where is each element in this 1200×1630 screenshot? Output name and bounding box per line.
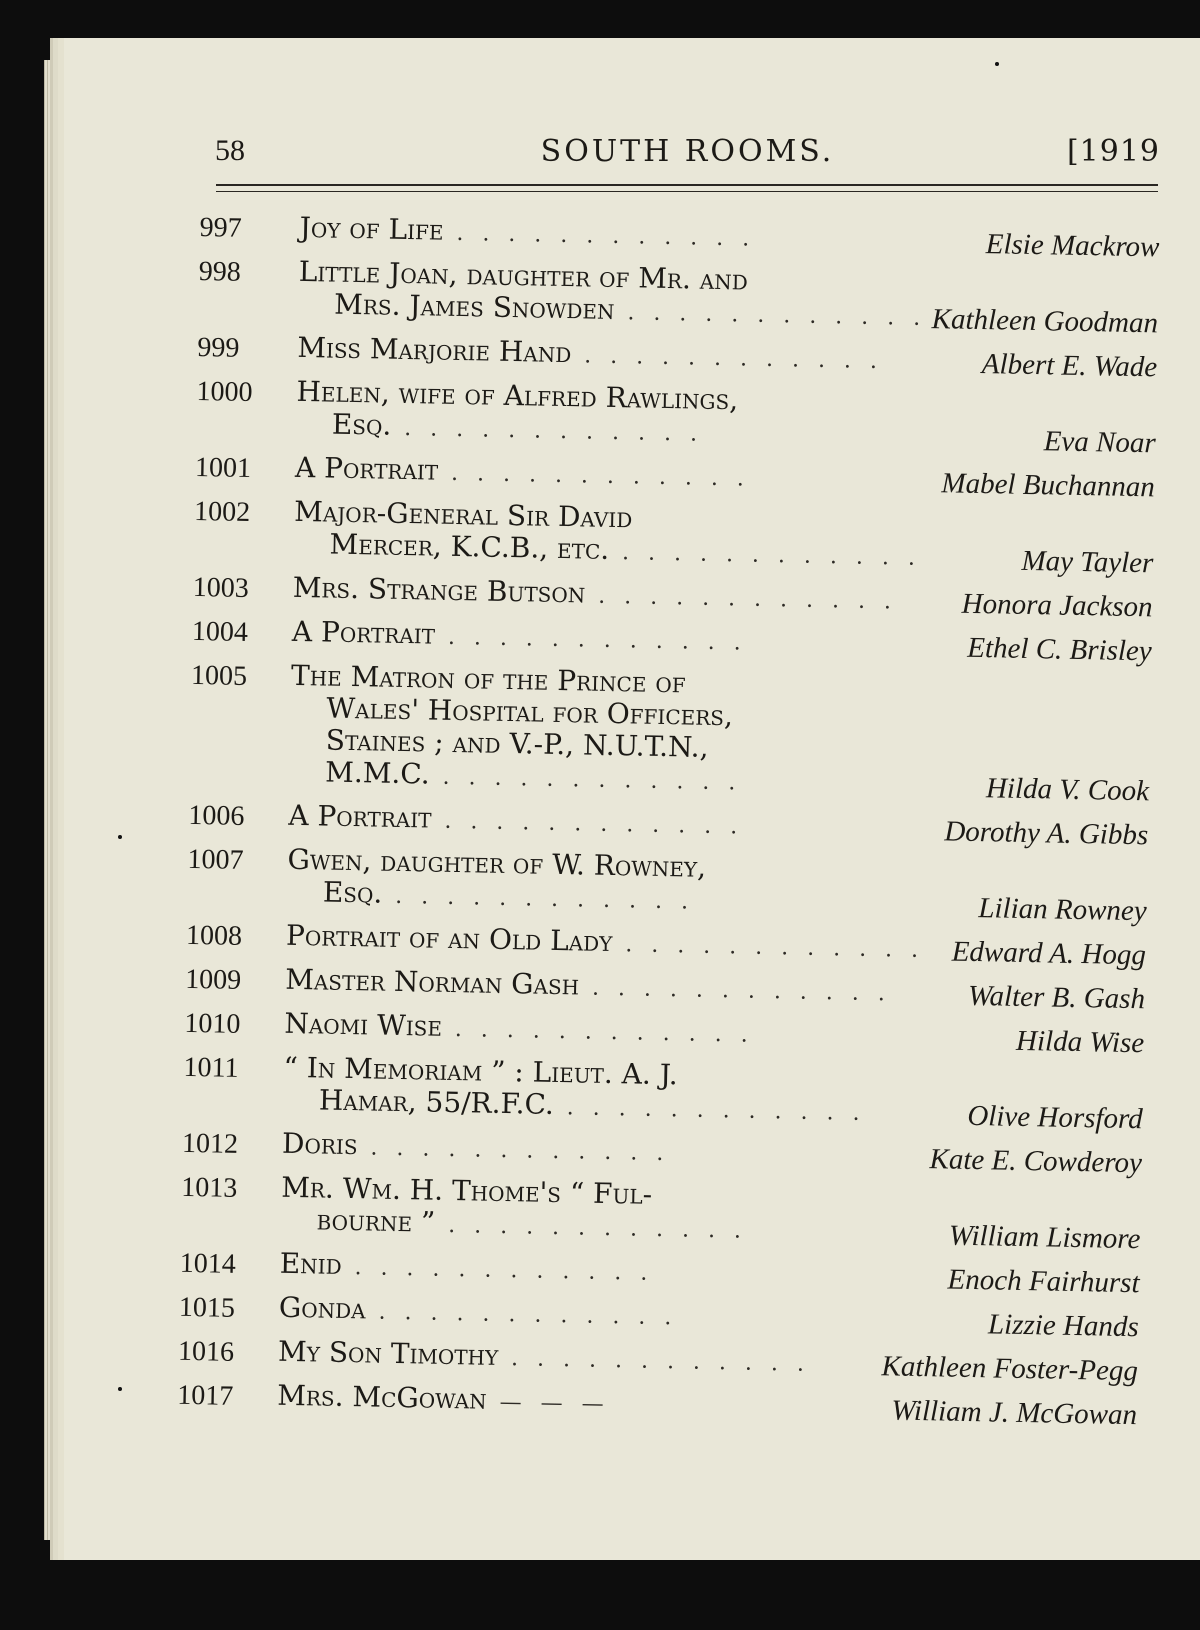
work-title: [287, 844, 828, 921]
work-title-text: Naomi Wise: [284, 1006, 443, 1043]
work-title-text: Mrs. James Snowden: [333, 287, 615, 326]
dot-leader: . . . . . . . . . . . .: [437, 460, 751, 492]
catalogue-number: 1011: [183, 1051, 239, 1084]
work-title: [293, 494, 922, 573]
work-title-text: Gonda: [278, 1290, 367, 1326]
dot-leader: . . . . . . . . . . . .: [614, 299, 927, 331]
work-title: [289, 660, 831, 801]
work-title-text: A Portrait: [291, 614, 436, 651]
work-title-text: Miss Marjorie Hand: [297, 330, 572, 370]
dot-leader: . . . . . . . . . . . .: [443, 220, 756, 252]
catalogue-number: 1002: [193, 495, 251, 529]
catalogue-number: 1017: [176, 1379, 234, 1412]
work-title-text: Wales' Hospital for Officers,: [326, 691, 734, 733]
work-title-line: [295, 452, 836, 497]
work-title: [285, 918, 925, 965]
catalogue-number: 1014: [179, 1247, 237, 1280]
dot-leader: . . . . . . . . . . . .: [341, 1254, 654, 1286]
work-title-text: Gwen, daughter of W. Rowney,: [287, 842, 707, 884]
dot-leader: . . . . . . . . . . . .: [585, 583, 898, 615]
work-title: [284, 1008, 825, 1053]
work-title-text: bourne ”: [316, 1203, 436, 1239]
section-title: SOUTH ROOMS.: [540, 134, 835, 169]
work-title-line: [284, 962, 892, 1009]
work-title-text: “ In Memoriam ” : Lieut. A. J.: [283, 1050, 679, 1092]
catalogue-number: 998: [198, 255, 242, 288]
work-title: [284, 962, 892, 1009]
work-title-text: Mrs. McGowan: [276, 1378, 488, 1416]
work-title-text: Joy of Life: [299, 210, 444, 247]
ink-speck: [118, 835, 122, 839]
ink-speck: [995, 62, 999, 66]
catalogue-year: [1919: [1066, 134, 1160, 169]
work-title-text: The Matron of the Prince of: [290, 658, 686, 700]
artist-name: Hilda Wise: [1015, 1024, 1145, 1060]
catalogue-number: 1007: [187, 843, 244, 876]
dot-leader: — — —: [486, 1389, 610, 1418]
catalogue-number: 1005: [190, 659, 248, 692]
work-title-line: [278, 1336, 819, 1381]
work-title-text: A Portrait: [294, 450, 439, 487]
header-rule: [216, 184, 1158, 186]
work-title: [282, 1128, 823, 1173]
catalogue-entries: [177, 210, 1160, 1440]
catalogue-entry: [196, 374, 1157, 459]
artist-name: Mabel Buchannan: [941, 467, 1156, 504]
work-title-line: [297, 330, 884, 377]
dot-leader: . . . . . . . . . . . .: [435, 1212, 748, 1244]
work-title-line: [279, 1248, 820, 1293]
work-title: [278, 1336, 819, 1381]
catalogue-number: 1006: [188, 799, 245, 832]
work-title-text: Mrs. Strange Butson: [292, 570, 586, 610]
artist-name: Kathleen Foster-Pegg: [881, 1350, 1139, 1388]
catalogue-number: 1004: [191, 615, 249, 648]
catalogue-number: 1003: [192, 571, 250, 605]
catalogue-entry: [187, 842, 1148, 927]
work-title: [277, 1380, 818, 1425]
dot-leader: . . . . . . . . . . . .: [571, 343, 884, 375]
catalogue-number: 1000: [196, 375, 253, 409]
artist-name: Honora Jackson: [961, 587, 1153, 624]
artist-name: Lizzie Hands: [987, 1308, 1140, 1344]
work-title: [296, 376, 837, 453]
catalogue-number: 1010: [184, 1007, 241, 1040]
catalogue-number: 1001: [194, 451, 252, 485]
catalogue-number: 999: [197, 331, 240, 364]
running-header: [215, 134, 1160, 174]
work-title-text: Major-General Sir David: [293, 494, 633, 535]
work-title-text: Enid: [279, 1246, 342, 1281]
dot-leader: . . . . . . . . . . . .: [429, 764, 742, 796]
catalogue-number: 1016: [177, 1335, 235, 1368]
work-title-line: [288, 800, 829, 845]
work-title-line: [282, 1128, 823, 1173]
header-rule: [216, 191, 1158, 192]
work-title: [288, 800, 829, 845]
work-title-text: Master Norman Gash: [284, 962, 580, 1002]
work-title-line: [277, 1380, 818, 1425]
work-title: [297, 330, 884, 377]
work-title-text: Hamar, 55/R.F.C.: [318, 1083, 555, 1121]
work-title-line: [284, 1008, 825, 1053]
artist-name: Hilda V. Cook: [985, 772, 1150, 808]
artist-name: William Lismore: [948, 1219, 1141, 1256]
work-title-text: Esq.: [331, 407, 392, 442]
work-title-text: Mercer, K.C.B., etc.: [329, 527, 610, 566]
dot-leader: . . . . . . . . . . . .: [553, 1094, 866, 1126]
work-title: [298, 254, 927, 333]
catalogue-entry: [180, 1170, 1141, 1255]
dot-leader: . . . . . . . . . . . .: [612, 932, 925, 964]
catalogue-entry: [198, 254, 1159, 339]
work-title-text: Little Joan, daughter of Mr. and: [298, 254, 749, 297]
work-title-text: Esq.: [322, 875, 383, 910]
work-title-text: Portrait of an Old Lady: [285, 918, 613, 959]
dot-leader: . . . . . . . . . . . .: [365, 1299, 678, 1331]
work-title: [292, 616, 833, 661]
catalogue-number: 1012: [181, 1127, 239, 1160]
work-title-text: M.M.C.: [324, 755, 431, 791]
catalogue-number: 997: [199, 211, 242, 244]
catalogue-entry: [193, 494, 1154, 579]
work-title-line: [279, 1292, 820, 1337]
artist-name: Ethel C. Brisley: [966, 631, 1153, 668]
work-title: [283, 1050, 866, 1129]
catalogue-number: 1013: [180, 1171, 238, 1204]
dot-leader: . . . . . . . . . . . .: [441, 1016, 754, 1048]
catalogue-number: 1008: [185, 919, 243, 952]
artist-name: Kathleen Goodman: [931, 303, 1159, 340]
work-title-line: [285, 918, 925, 965]
catalogue-entry: [183, 1050, 1144, 1135]
work-title-text: My Son Timothy: [277, 1334, 499, 1372]
work-title-line: [292, 616, 833, 661]
catalogue-entry: [189, 658, 1151, 807]
dot-leader: . . . . . . . . . . . .: [497, 1345, 811, 1377]
artist-name: Dorothy A. Gibbs: [944, 815, 1149, 852]
artist-name: Olive Horsford: [967, 1099, 1144, 1136]
artist-name: Lilian Rowney: [978, 892, 1148, 928]
page-number: 58: [215, 134, 245, 167]
dot-leader: . . . . . . . . . . . .: [382, 883, 695, 915]
work-title-text: Staines ; and V.-P., N.U.T.N.,: [325, 723, 709, 764]
artist-name: Albert E. Wade: [981, 348, 1158, 384]
dot-leader: . . . . . . . . . . . .: [578, 975, 892, 1007]
dot-leader: . . . . . . . . . . . .: [431, 808, 744, 840]
work-title-line: [292, 570, 898, 617]
artist-name: Edward A. Hogg: [951, 935, 1147, 972]
ink-speck: [118, 1387, 122, 1391]
artist-name: Walter B. Gash: [967, 979, 1146, 1016]
catalogue-number: 1009: [184, 963, 242, 996]
dot-leader: . . . . . . . . . . . .: [434, 624, 748, 656]
work-title: [295, 452, 836, 497]
work-title: [280, 1172, 821, 1249]
work-title: [279, 1292, 820, 1337]
artist-name: Eva Noar: [1043, 425, 1157, 460]
work-title: [279, 1248, 820, 1293]
artist-name: William J. McGowan: [891, 1394, 1138, 1432]
dot-leader: . . . . . . . . . . . .: [391, 415, 704, 447]
work-title-text: Helen, wife of Alfred Rawlings,: [296, 374, 739, 417]
catalogue-number: 1015: [178, 1291, 236, 1324]
artist-name: Kate E. Cowderoy: [929, 1143, 1143, 1180]
artist-name: Enoch Fairhurst: [947, 1263, 1140, 1300]
work-title-text: Mr. Wm. H. Thome's “ Ful-: [280, 1170, 653, 1211]
work-title-text: Doris: [281, 1126, 358, 1162]
dot-leader: . . . . . . . . . . . .: [357, 1135, 670, 1167]
artist-name: Elsie Mackrow: [985, 228, 1160, 264]
catalogue-entry: [177, 1378, 1137, 1431]
work-title-text: A Portrait: [288, 798, 432, 835]
work-title: [292, 570, 898, 617]
dot-leader: . . . . . . . . . . . .: [608, 539, 922, 571]
artist-name: May Tayler: [1021, 544, 1154, 580]
